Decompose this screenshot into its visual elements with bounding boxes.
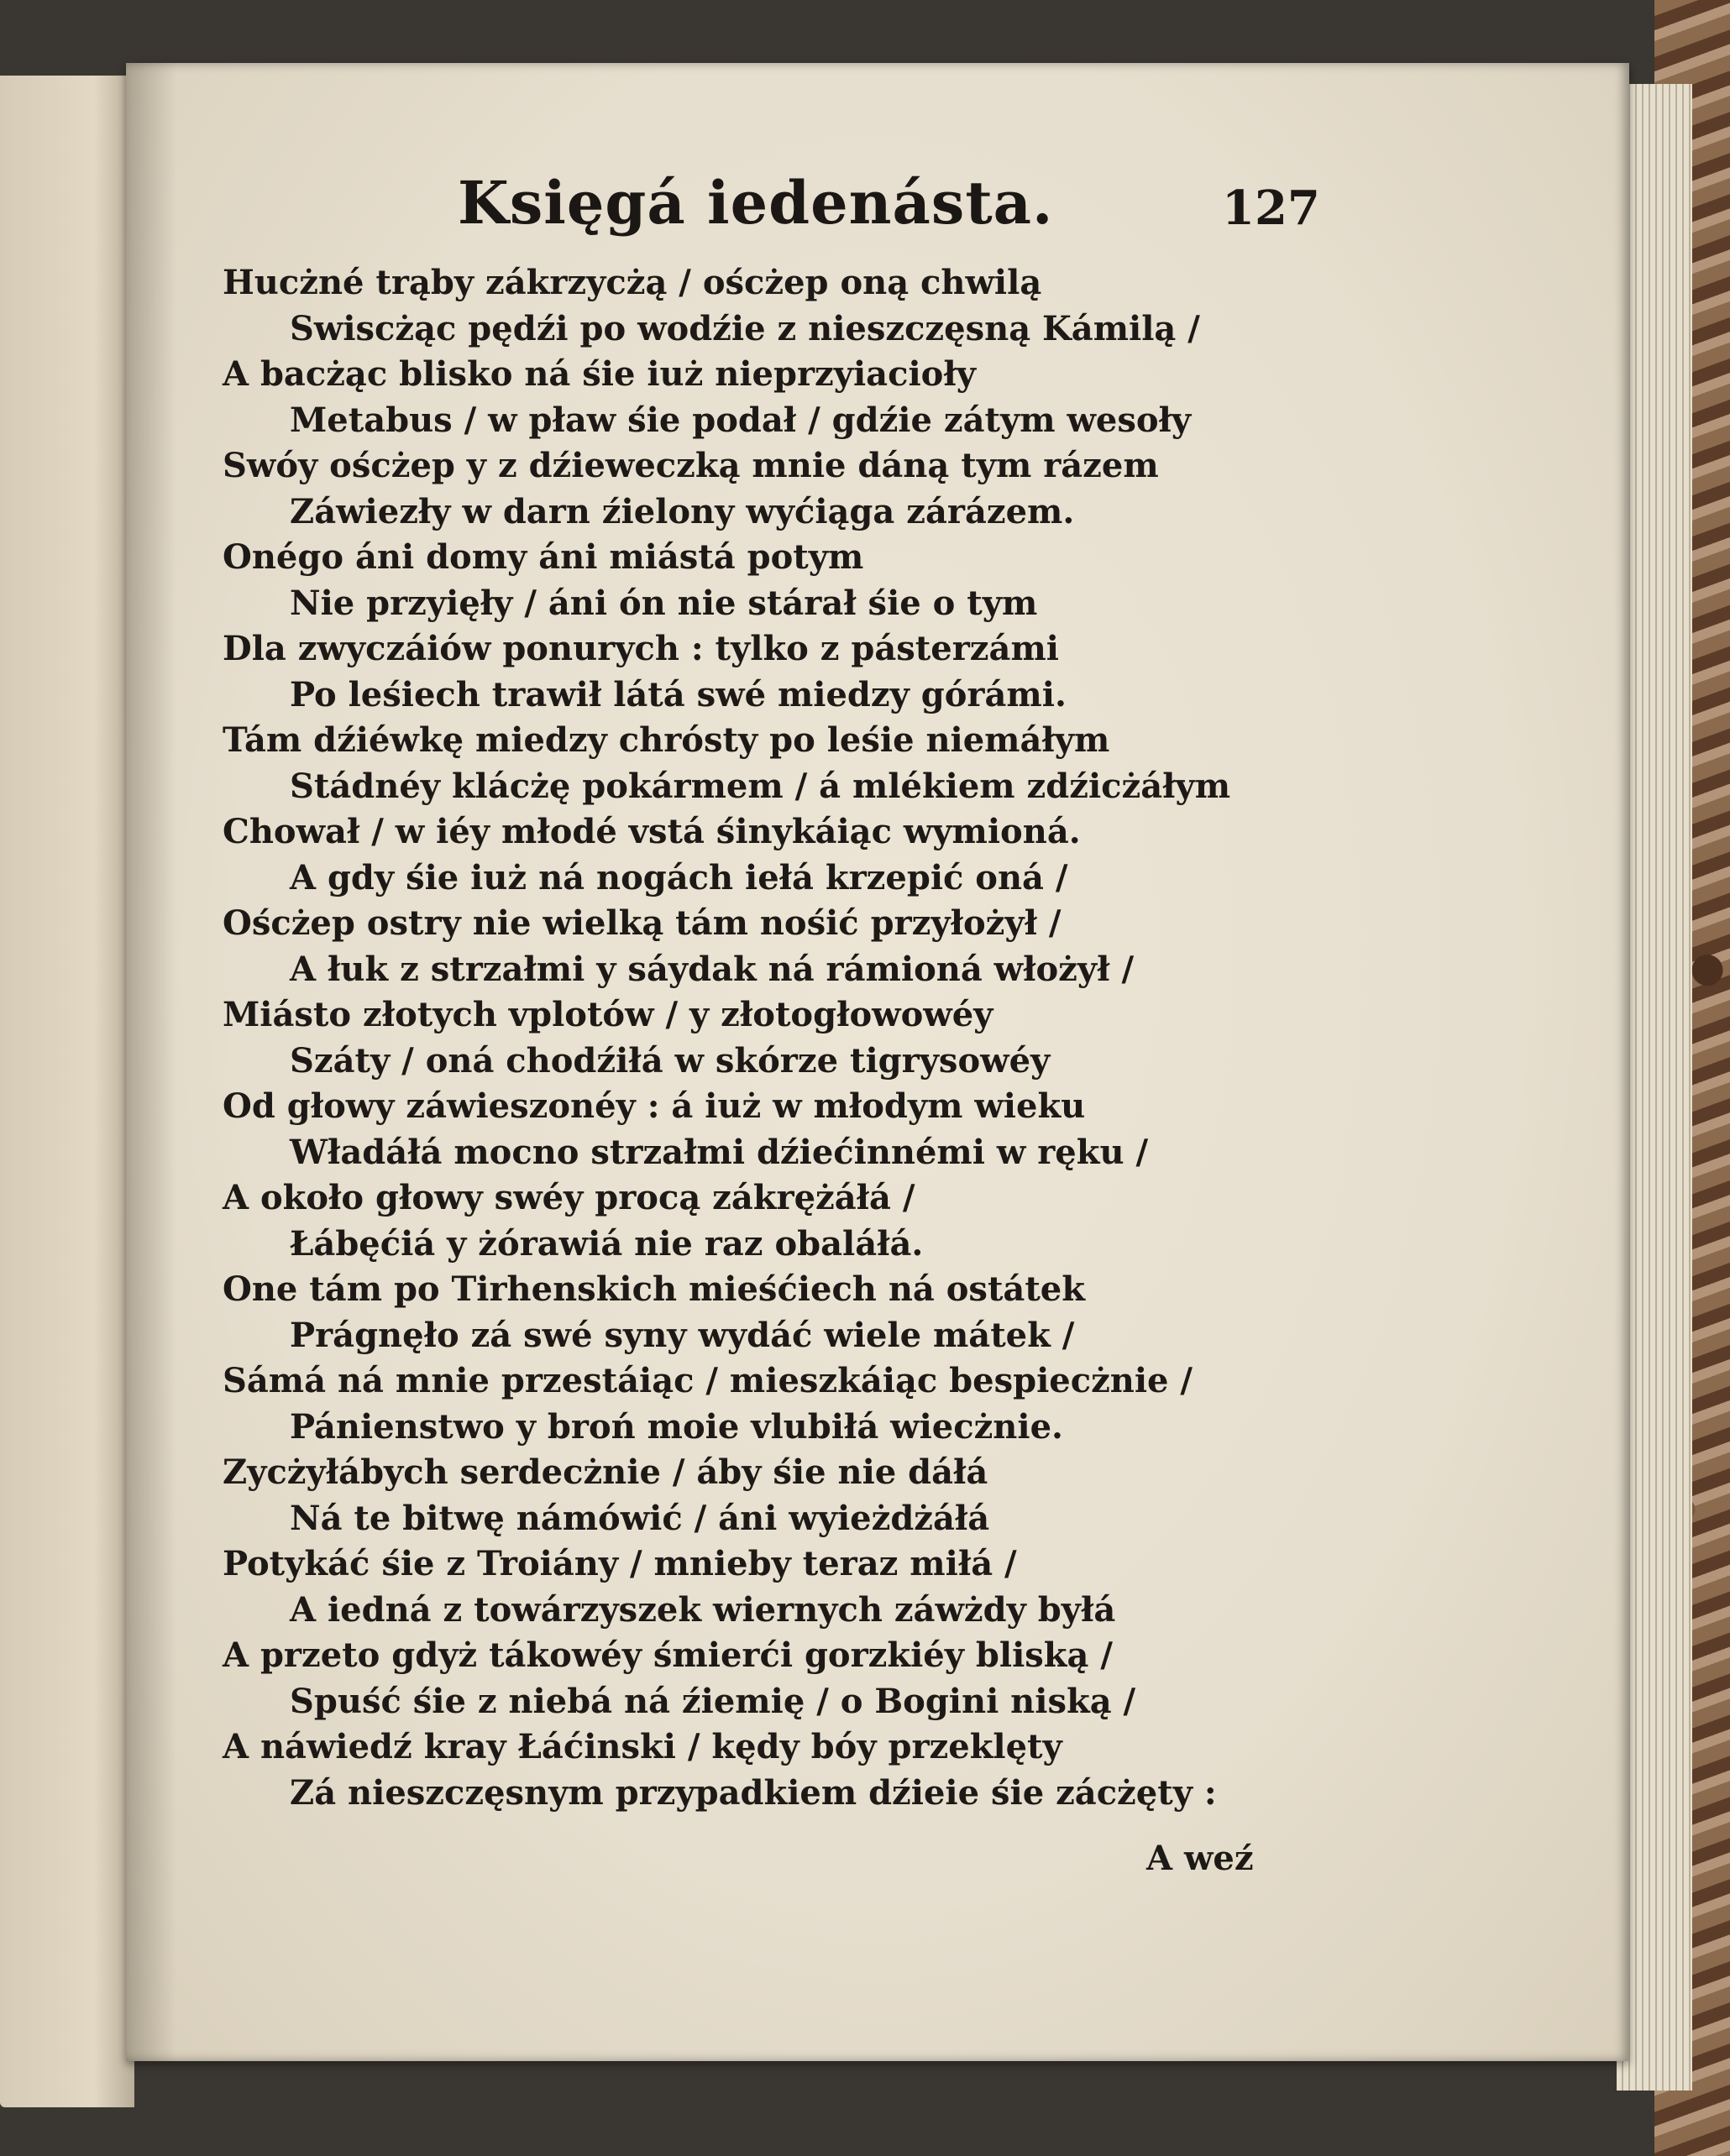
verse-line: Potykáć śie z Troiány / mnieby teraz miłá / [223, 1544, 1017, 1583]
verse-line: One tám po Tirhenskich mieśćiech ná ostátek [223, 1269, 1085, 1309]
verse-line: Miásto złotych vplotów / y złotogłowowéy [223, 995, 993, 1034]
verse-line: Zá nieszczęsnym przypadkiem dźieie śie zácżęty : [290, 1772, 1217, 1813]
verse-line: Władáłá mocno strzałmi dźiećinnémi w ręku / [290, 1132, 1149, 1172]
verse-line: Oścżep ostry nie wielką tám nośić przyłożył / [223, 903, 1062, 943]
verse-line: A około głowy swéy procą zákrężáłá / [223, 1178, 915, 1217]
verse-line: Ná te bitwę námówić / áni wyieżdżáłá [290, 1498, 990, 1538]
verse-line: A náwiedź kray Łáćinski / kędy bóy przeklęty [223, 1727, 1062, 1766]
verse-line: Száty / oná chodźiłá w skórze tigrysowéy [290, 1040, 1051, 1081]
verse-line: A łuk z strzałmi y sáydak ná rámioná włożył / [290, 949, 1135, 989]
verse-line: Pánienstwo y broń moie vlubiłá wiecżnie. [290, 1406, 1063, 1447]
facing-page-edge [0, 76, 134, 2107]
verse-line: Dla zwyczáiów ponurych : tylko z pásterzámi [223, 629, 1059, 668]
verse-line: Spuść śie z niebá ná źiemię / o Bogini niską / [290, 1681, 1136, 1721]
verse-line: Swiscżąc pędźi po wodźie z nieszczęsną Kámilą / [290, 308, 1200, 348]
verse-line: Metabus / w pław śie podał / gdźie zátym wesoły [290, 400, 1192, 440]
verse-line: Od głowy záwieszonéy : á iuż w młodym wieku [223, 1086, 1086, 1126]
verse-line: Chował / w iéy młodé vstá śinykáiąc wymioná. [223, 812, 1081, 851]
verse-line: Prágnęło zá swé syny wydáć wiele mátek / [290, 1315, 1075, 1355]
running-head: Księgá iedenásta. [458, 168, 1054, 238]
verse-line: Swóy oścżep y z dźieweczką mnie dáną tym rázem [223, 446, 1159, 485]
verse-line: Stádnéy klácżę pokármem / á mlékiem zdźicżáłym [290, 766, 1231, 806]
verse-line: Tám dźiéwkę miedzy chrósty po leśie niemáłym [223, 720, 1110, 760]
verse-line: Zycżyłábych serdecżnie / áby śie nie dáłá [223, 1452, 988, 1492]
verse-line: Záwiezły w darn źielony wyćiąga zárázem. [290, 491, 1075, 531]
verse-line: A gdy śie iuż ná nogách iełá krzepić oná / [290, 857, 1068, 897]
verse-line: Hucżné trąby zákrzycżą / oścżep oną chwilą [223, 263, 1042, 302]
verse-line: A bacżąc blisko ná śie iuż nieprzyiacioły [223, 354, 976, 394]
verse-line: A iedná z towárzyszek wiernych záwżdy byłá [290, 1589, 1116, 1630]
verse-line: Onégo áni domy áni miástá potym [223, 537, 864, 577]
verse-line: Łábęćiá y żórawiá nie raz obaláłá. [290, 1223, 924, 1264]
verse-line: Po leśiech trawił látá swé miedzy górámi. [290, 674, 1067, 714]
page-number: 127 [1222, 181, 1320, 236]
verse-line: Nie przyięły / áni ón nie stárał śie o tym [290, 583, 1038, 623]
page-gutter-shadow [126, 63, 176, 2061]
verse-line: A przeto gdyż tákowéy śmierći gorzkiéy bliską / [223, 1635, 1113, 1675]
catchword: A weź [1146, 1839, 1254, 1878]
verse-text-block [223, 260, 1230, 1816]
verse-line: Sámá ná mnie przestáiąc / mieszkáiąc bespiecżnie / [223, 1361, 1193, 1400]
